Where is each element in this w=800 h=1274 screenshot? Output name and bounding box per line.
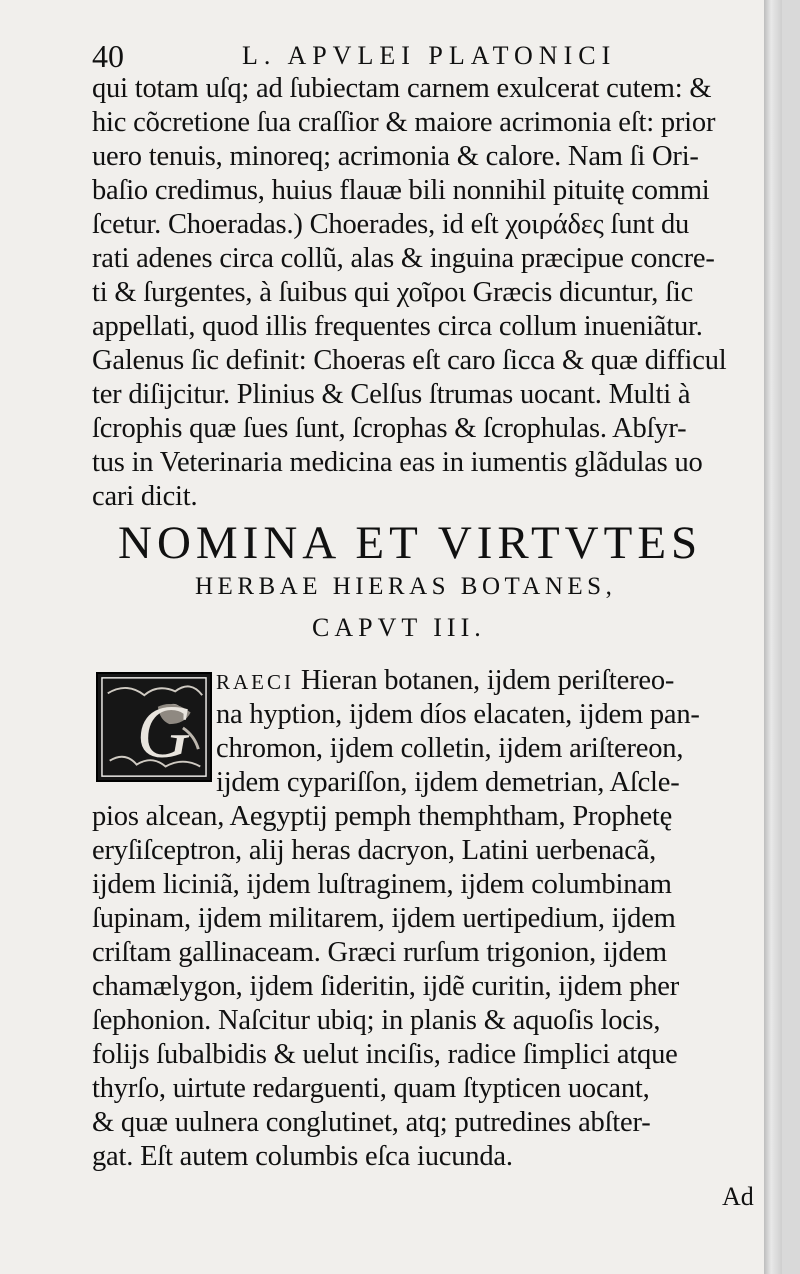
text-line-content: na hyption, ijdem díos elacaten, ijdem pan- (216, 699, 700, 730)
text-line: Galenus ſic definit: Choeras eſt caro ſicca & quæ difficul (92, 345, 727, 376)
text-line: cari dicit. (92, 481, 198, 512)
drop-cap-initial (96, 672, 212, 782)
text-line: pios alcean, Aegyptij pemph themphtham, Prophetę (92, 801, 673, 832)
text-line (216, 766, 772, 800)
text-line: ter diſijcitur. Plinius & Celſus ſtrumas uocant. Multi à (92, 379, 691, 410)
text-line: uero tenuis, minoreq; acrimonia & calore. Nam ſi Ori- (92, 141, 699, 172)
text-line: criſtam gallinaceam. Græci rurſum trigonion, ijdem (92, 937, 667, 968)
paragraph-2-opening (216, 664, 772, 800)
text-line: chamælygon, ijdem ſideritin, ijdẽ curitin, ijdem pher (92, 971, 679, 1002)
drop-cap-illustration (98, 674, 210, 780)
text-line: thyrſo, uirtute redarguenti, quam ſtypticen uocant, (92, 1073, 650, 1104)
text-line: ijdem liciniã, ijdem luſtraginem, ijdem columbinam (92, 869, 672, 900)
text-line: tus in Veterinaria medicina eas in iumentis glãdulas uo (92, 447, 703, 478)
text-line-content: Hieran botanen, ijdem periſtereo- (294, 665, 675, 696)
chapter-heading: NOMINA ET VIRTVTES (118, 517, 703, 569)
text-line-content: chromon, ijdem colletin, ijdem ariſtereon, (216, 733, 684, 764)
text-line-content: ijdem cypariſſon, ijdem demetrian, Aſcle- (216, 767, 680, 798)
text-line: appellati, quod illis frequentes circa collum inueniãtur. (92, 311, 703, 342)
running-title: L. APVLEI PLATONICI (242, 41, 617, 70)
text-line: & quæ uulnera conglutinet, atq; putredines abſter- (92, 1107, 651, 1138)
chapter-number: CAPVT III. (312, 613, 486, 642)
page-edge-shadow (764, 0, 782, 1274)
paragraph-1 (92, 72, 772, 514)
opening-small-caps: RAECI (216, 670, 294, 694)
text-line: ſcetur. Choeradas.) Choerades, id eſt χοιράδες ſunt du (92, 209, 690, 240)
catchword: Ad (722, 1182, 754, 1211)
text-line (216, 698, 772, 732)
text-line (216, 732, 772, 766)
text-line: folijs ſubalbidis & uelut inciſis, radice ſimplici atque (92, 1039, 678, 1070)
paragraph-2 (92, 800, 772, 1174)
drop-cap-letter: G (136, 690, 191, 774)
text-line: qui totam uſq; ad ſubiectam carnem exulcerat cutem: & (92, 73, 712, 104)
text-line: ti & ſurgentes, à ſuibus qui χοῖροι Græcis dicuntur, ſic (92, 277, 694, 308)
text-line: gat. Eſt autem columbis eſca iucunda. (92, 1141, 513, 1172)
text-line: hic cõcretione ſua craſſior & maiore acrimonia eſt: prior (92, 107, 716, 138)
text-line: eryſiſceptron, alij heras dacryon, Latini uerbenacã, (92, 835, 657, 866)
text-line: rati adenes circa collũ, alas & inguina præcipue concre- (92, 243, 715, 274)
text-line: ſephonion. Naſcitur ubiq; in planis & aquoſis locis, (92, 1005, 661, 1036)
text-line: ſupinam, ijdem militarem, ijdem uertipedium, ijdem (92, 903, 676, 934)
text-line: ſcrophis quæ ſues ſunt, ſcrophas & ſcrophulas. Abſyr- (92, 413, 687, 444)
chapter-subheading: HERBAE HIERAS BOTANES, (195, 573, 617, 600)
page-number: 40 (92, 38, 124, 74)
text-line (216, 664, 772, 698)
page-header (92, 38, 772, 74)
text-line: baſio credimus, huius flauæ bili nonnihil pituitę commi (92, 175, 710, 206)
